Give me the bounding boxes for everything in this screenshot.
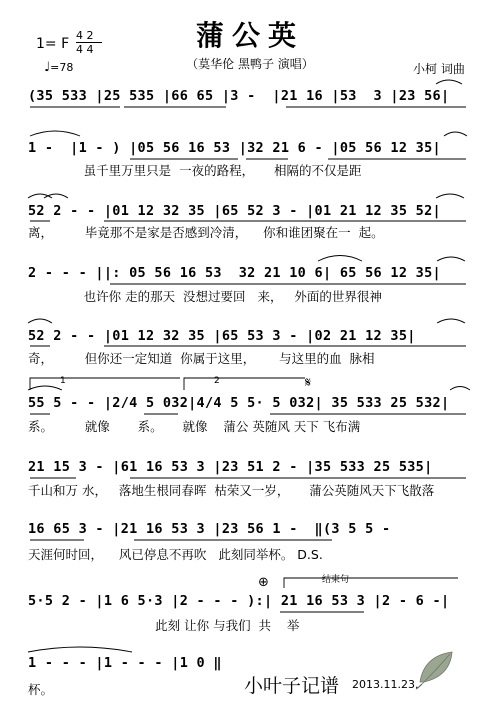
volta-2-label: 2 [214, 376, 220, 386]
composer-credits: 小柯 词曲 [413, 62, 465, 76]
tie-arc [444, 132, 467, 136]
meter-top: 4 2 [76, 29, 94, 42]
song-title: 蒲公英 [195, 19, 304, 52]
volta-1-label: 1 [60, 376, 66, 386]
tie-arc [28, 647, 132, 652]
notation-row-8: 16 65 3 - |21 16 53 3 |23 56 1 - ‖(3 5 5 - [28, 521, 391, 537]
notation-row-3: 52 2 - - |01 12 32 35 |65 52 3 - |01 21 12 35 52| [28, 203, 441, 219]
ending-label: 结束句 [322, 575, 350, 585]
leaf-stem [416, 684, 422, 689]
notation-row-2: 1 - |1 - ) |05 56 16 53 |32 21 6 - |05 56 12 35| [28, 140, 441, 156]
tie-arc [450, 387, 470, 391]
tie-arc [28, 319, 52, 323]
notation-row-4: 2 - - - ||: 05 56 16 53 32 21 10 6| 65 56 12 35| [28, 265, 441, 281]
tie-arc [44, 194, 68, 198]
time-signature [76, 30, 102, 55]
volta-bracket-2 [184, 378, 305, 390]
tie-arc [436, 80, 462, 84]
notation-row-10: 1 - - - |1 - - - |1 0 ‖ [28, 655, 222, 671]
coda-bracket [284, 578, 458, 588]
lyrics-row-2: 虽千里万里只是 一夜的路程， 相隔的不仅是距 [28, 163, 362, 178]
leaf-icon [414, 648, 458, 690]
notation-row-6: 55 5 - - |2/4 5 032|4/4 5 5· 5 032| 35 533 25 532| [28, 395, 450, 411]
tie-arc [318, 256, 362, 262]
tempo-value: =78 [50, 61, 74, 74]
tie-arc [28, 194, 52, 198]
tempo-marking [44, 60, 73, 75]
lyrics-row-6: 系。 就像 系。 就像 蒲公 英随风 天下 飞布满 [28, 419, 361, 434]
notation-row-7: 21 15 3 - |61 16 53 3 |23 51 2 - |35 533 25 535| [28, 459, 433, 475]
volta-bracket-1 [30, 378, 180, 390]
notation-row-1: (35 533 |25 535 |66 65 |3 - |21 16 |53 3 |23 56| [28, 88, 450, 104]
segno-sign: 𝄋 [305, 375, 312, 391]
notation-row-5: 52 2 - - |01 12 32 35 |65 53 3 - |02 21 12 35| [28, 328, 416, 344]
lyrics-row-3: 离， 毕竟那不是家是否感到冷清， 你和谁团聚在一 起。 [28, 225, 384, 240]
tie-arc [437, 319, 465, 323]
lyrics-row-8: 天涯何时回， 风已停息不再吹 此刻同举杯。 D.S. [28, 547, 323, 562]
meter-bottom: 4 4 [76, 43, 94, 56]
performers-subtitle: （莫华伦 黑鸭子 演唱） [186, 57, 314, 71]
lyrics-row-5: 奇， 但你还一定知道 你属于这里， 与这里的血 脉相 [28, 351, 375, 366]
coda-sign: ⊕ [258, 575, 269, 590]
quarter-note-icon: ♩ [44, 60, 51, 75]
lyrics-row-7: 千山和万 水， 落地生根同春晖 枯荣又一岁， 蒲公英随风天下飞散落 [28, 483, 435, 498]
lyrics-row-9: 此刻 让你 与我们 共 举 [28, 618, 300, 633]
notation-row-9: 5·5 2 - |1 6 5·3 |2 - - - ):| 21 16 53 3 |2 - 6 -| [28, 593, 450, 609]
lyrics-row-10: 杯。 [28, 682, 54, 697]
tie-arc [30, 131, 80, 136]
transcriber-signature: 小叶子记谱 [244, 675, 340, 697]
transcription-date: 2013.11.23. [352, 678, 419, 691]
tie-arc [436, 194, 464, 198]
key-signature: 1= F [36, 36, 70, 52]
lyrics-row-4: 也许你 走的那天 没想过要回 来， 外面的世界很神 [28, 289, 382, 304]
tie-arc [28, 386, 62, 390]
leaf-blade [420, 652, 452, 682]
tie-arc [437, 257, 465, 261]
